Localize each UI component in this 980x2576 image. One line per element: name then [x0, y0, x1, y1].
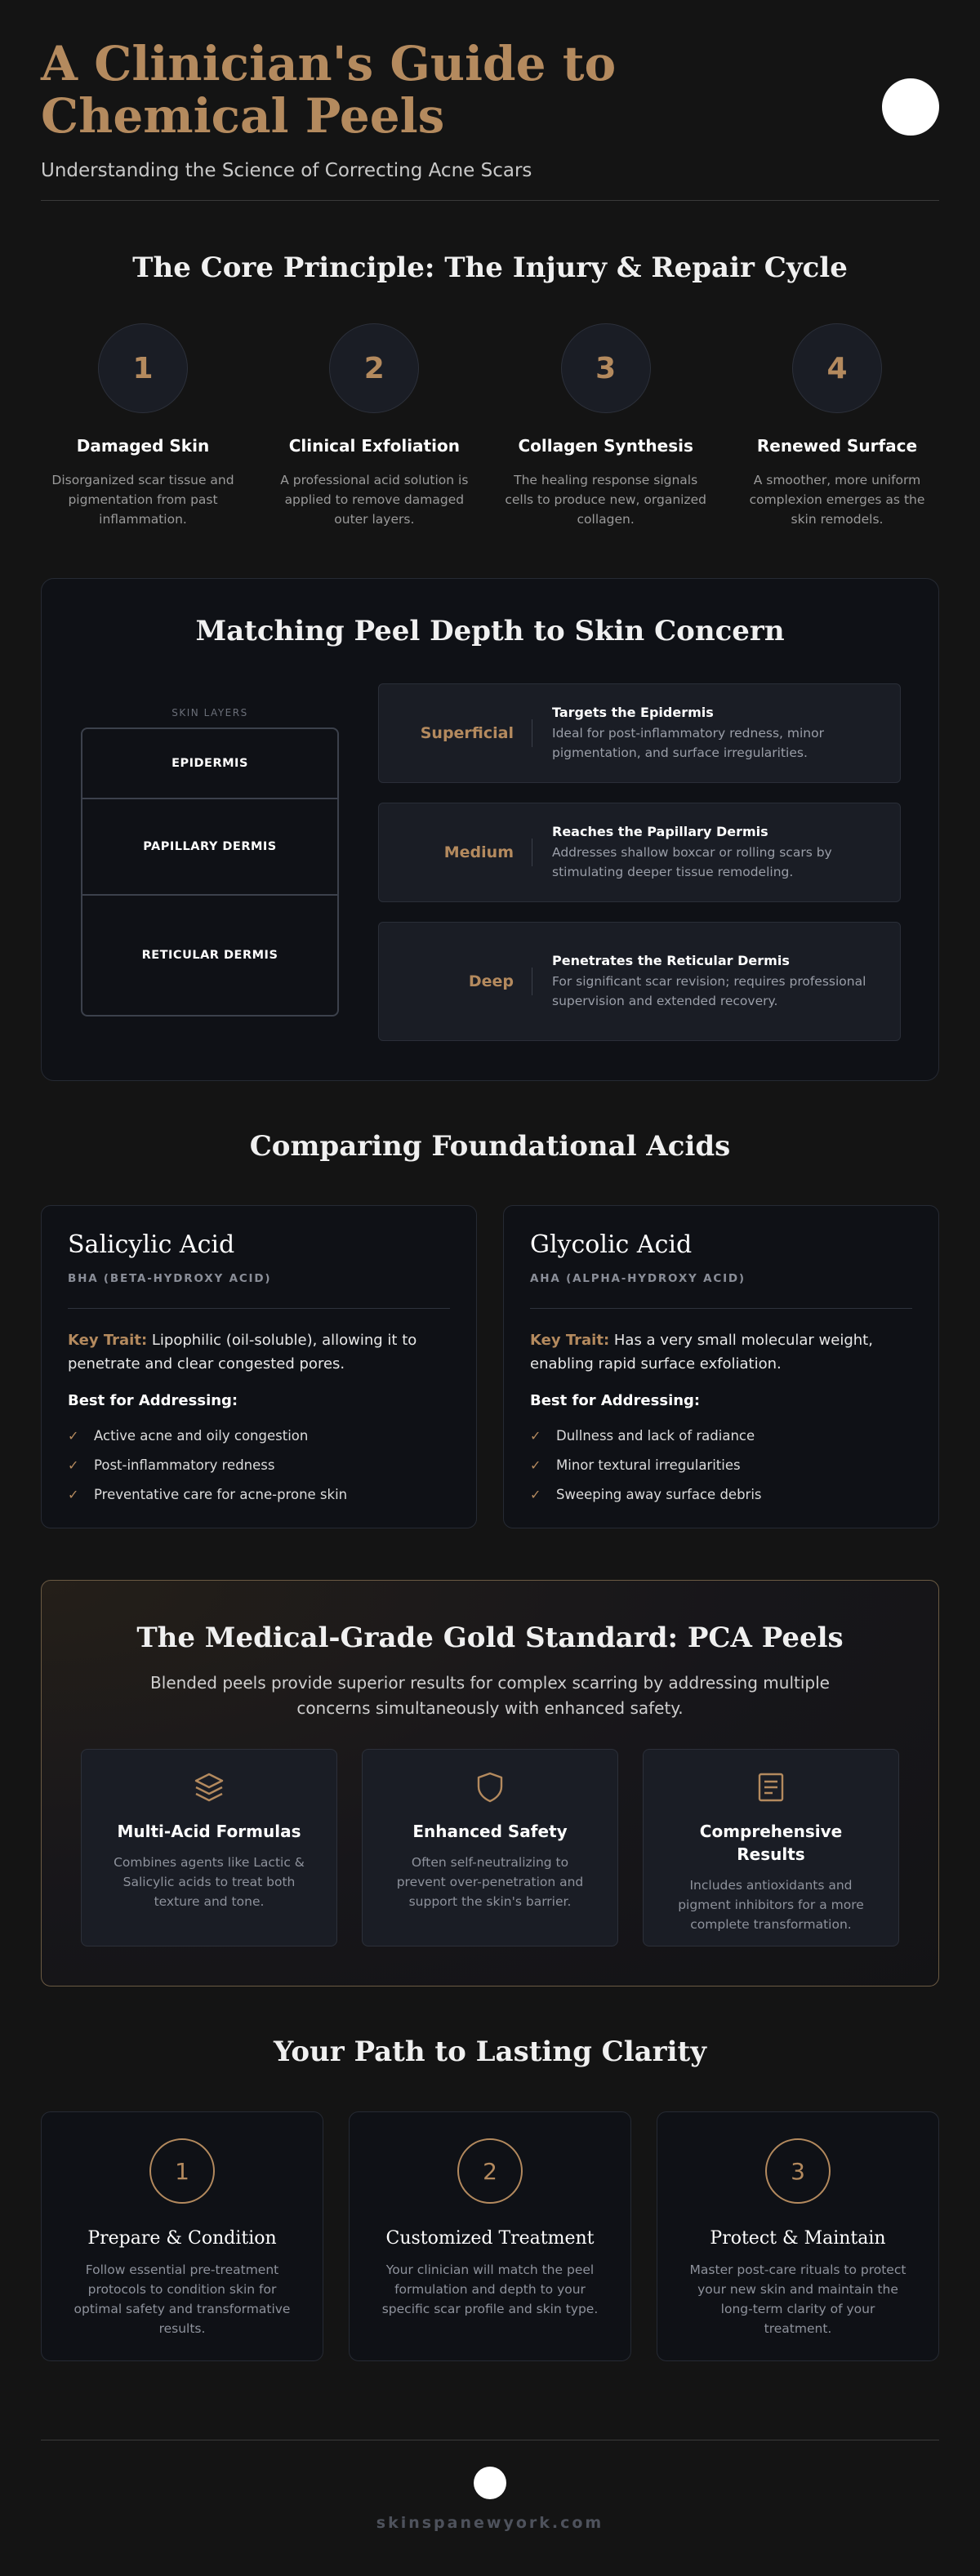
step-description: Disorganized scar tissue and pigmentation from past inflammation.: [51, 473, 234, 527]
path-step-title: Customized Treatment: [385, 2228, 595, 2249]
acid-key-trait: [68, 1328, 450, 1376]
path-step-number: 1: [149, 2138, 215, 2204]
pca-card-description: Combines agents like Lactic & Salicylic acids to treat both texture and tone.: [114, 1855, 305, 1909]
depth-card-description: Ideal for post-inflammatory redness, minor pigmentation, and surface irregularities.: [552, 725, 824, 760]
pca-card-title: Enhanced Safety: [412, 1822, 568, 1841]
acid-card-glycolic: [503, 1205, 939, 1528]
pca-card-description: Often self-neutralizing to prevent over-penetration and support the skin's barrier.: [396, 1855, 584, 1909]
pca-card: [81, 1749, 337, 1946]
step-title: Renewed Surface: [756, 436, 918, 456]
layer-papillary-dermis: PAPILLARY DERMIS: [82, 799, 337, 896]
shield-icon: [472, 1769, 508, 1805]
page-title: A Clinician's Guide to Chemical Peels: [41, 36, 617, 144]
section-title: Comparing Foundational Acids: [249, 1130, 731, 1163]
pca-peels-section: [41, 1580, 939, 1987]
depth-cards: [378, 683, 901, 1061]
layers-icon: [191, 1769, 227, 1805]
check-icon: ✓: [68, 1427, 79, 1444]
cycle-step: [504, 323, 708, 529]
list-item: [530, 1450, 912, 1479]
peel-depth-section: [41, 578, 939, 1081]
path-step: [657, 2111, 939, 2361]
path-step-title: Prepare & Condition: [87, 2228, 277, 2249]
check-icon: ✓: [530, 1486, 541, 1502]
list-item-text: Preventative care for acne-prone skin: [94, 1486, 348, 1502]
step-title: Clinical Exfoliation: [288, 436, 460, 456]
cycle-step: [735, 323, 939, 529]
step-number: 3: [561, 323, 651, 413]
header: [41, 0, 939, 201]
list-item: [68, 1450, 450, 1479]
path-step-number: 3: [765, 2138, 831, 2204]
path-step-title: Protect & Maintain: [710, 2228, 886, 2249]
page-subtitle: Understanding the Science of Correcting Acne Scars: [41, 160, 532, 181]
pca-card-title: Multi-Acid Formulas: [117, 1822, 301, 1841]
step-number: 2: [329, 323, 419, 413]
depth-card-title: Reaches the Papillary Dermis: [552, 823, 768, 839]
check-icon: ✓: [530, 1427, 541, 1444]
depth-card-description: For significant scar revision; requires professional supervision and extended recovery.: [552, 973, 866, 1008]
section-title: The Core Principle: The Injury & Repair Cycle: [132, 251, 848, 284]
cycle-step: [41, 323, 245, 529]
skin-layers-label: SKIN LAYERS: [172, 707, 248, 719]
path-step: [41, 2111, 323, 2361]
list-item-text: Sweeping away surface debris: [556, 1486, 762, 1502]
list-item-text: Dullness and lack of radiance: [556, 1427, 755, 1444]
footer-logo: [474, 2467, 506, 2499]
pca-cards: [81, 1749, 899, 1946]
document-icon: [753, 1769, 789, 1805]
acid-type: BHA (BETA-HYDROXY ACID): [68, 1272, 450, 1309]
list-item: [68, 1421, 450, 1450]
cycle-steps: [41, 323, 939, 529]
depth-label: Medium: [379, 839, 532, 866]
depth-card-deep: [378, 922, 901, 1041]
pca-card: [643, 1749, 899, 1946]
acid-card-salicylic: [41, 1205, 477, 1528]
footer: [41, 2440, 939, 2532]
acid-name: Glycolic Acid: [530, 1230, 693, 1259]
list-item: [530, 1479, 912, 1509]
list-item-text: Active acne and oily congestion: [94, 1427, 309, 1444]
step-description: A professional acid solution is applied to remove damaged outer layers.: [280, 473, 469, 527]
section-title: Matching Peel Depth to Skin Concern: [195, 615, 785, 647]
depth-card-description: Addresses shallow boxcar or rolling scars by stimulating deeper tissue remodeling.: [552, 844, 832, 879]
check-icon: ✓: [68, 1457, 79, 1473]
acid-key-trait: [530, 1328, 912, 1376]
depth-card-superficial: [378, 683, 901, 783]
step-description: A smoother, more uniform complexion emerges as the skin remodels.: [749, 473, 925, 527]
step-title: Damaged Skin: [76, 436, 210, 456]
best-for-list: [530, 1421, 912, 1509]
step-number: 1: [98, 323, 188, 413]
list-item-text: Minor textural irregularities: [556, 1457, 741, 1473]
section-title: The Medical-Grade Gold Standard: PCA Peels: [136, 1622, 844, 1654]
depth-label: Superficial: [379, 719, 532, 747]
key-trait-text: Lipophilic (oil-soluble), allowing it to penetrate and clear congested pores.: [68, 1332, 417, 1373]
step-number: 4: [792, 323, 882, 413]
core-principle-section: [41, 201, 939, 576]
step-description: The healing response signals cells to produce new, organized collagen.: [505, 473, 706, 527]
pca-card-title: Comprehensive Results: [699, 1822, 843, 1864]
best-for-list: [68, 1421, 450, 1509]
logo: [882, 78, 939, 136]
path-step-description: Master post-care rituals to protect your new skin and maintain the long-term clarity of your treatment.: [689, 2262, 906, 2336]
list-item-text: Post-inflammatory redness: [94, 1457, 275, 1473]
path-step-number: 2: [457, 2138, 523, 2204]
layer-reticular-dermis: RETICULAR DERMIS: [141, 949, 278, 962]
depth-card-title: Targets the Epidermis: [552, 704, 714, 720]
best-for-heading: Best for Addressing:: [530, 1392, 701, 1409]
section-subtitle: Blended peels provide superior results for complex scarring by addressing multiple concerns simultaneously with enhanced safety.: [150, 1673, 830, 1718]
layer-epidermis: EPIDERMIS: [82, 729, 337, 799]
pca-card-description: Includes antioxidants and pigment inhibitors for a more complete transformation.: [678, 1878, 864, 1932]
list-item: [68, 1479, 450, 1509]
path-step-description: Follow essential pre-treatment protocols to condition skin for optimal safety and transformative results.: [74, 2262, 291, 2336]
path-step: [349, 2111, 631, 2361]
depth-card-title: Penetrates the Reticular Dermis: [552, 952, 790, 968]
skin-layers-diagram: [81, 727, 339, 1017]
check-icon: ✓: [530, 1457, 541, 1473]
list-item: [530, 1421, 912, 1450]
best-for-heading: Best for Addressing:: [68, 1392, 238, 1409]
path-step-description: Your clinician will match the peel formulation and depth to your specific scar profile and skin type.: [381, 2262, 599, 2316]
step-title: Collagen Synthesis: [518, 436, 693, 456]
depth-label: Deep: [379, 968, 532, 995]
section-title: Your Path to Lasting Clarity: [274, 2035, 706, 2068]
cycle-step: [272, 323, 476, 529]
depth-card-medium: [378, 803, 901, 902]
acid-name: Salicylic Acid: [68, 1230, 235, 1259]
key-trait-label: Key Trait:: [530, 1332, 610, 1349]
key-trait-text: Has a very small molecular weight, enabling rapid surface exfoliation.: [530, 1332, 873, 1373]
footer-url[interactable]: skinspanewyork.com: [376, 2514, 604, 2532]
acid-type: AHA (ALPHA-HYDROXY ACID): [530, 1272, 912, 1309]
key-trait-label: Key Trait:: [68, 1332, 148, 1349]
check-icon: ✓: [68, 1486, 79, 1502]
pca-card: [362, 1749, 618, 1946]
